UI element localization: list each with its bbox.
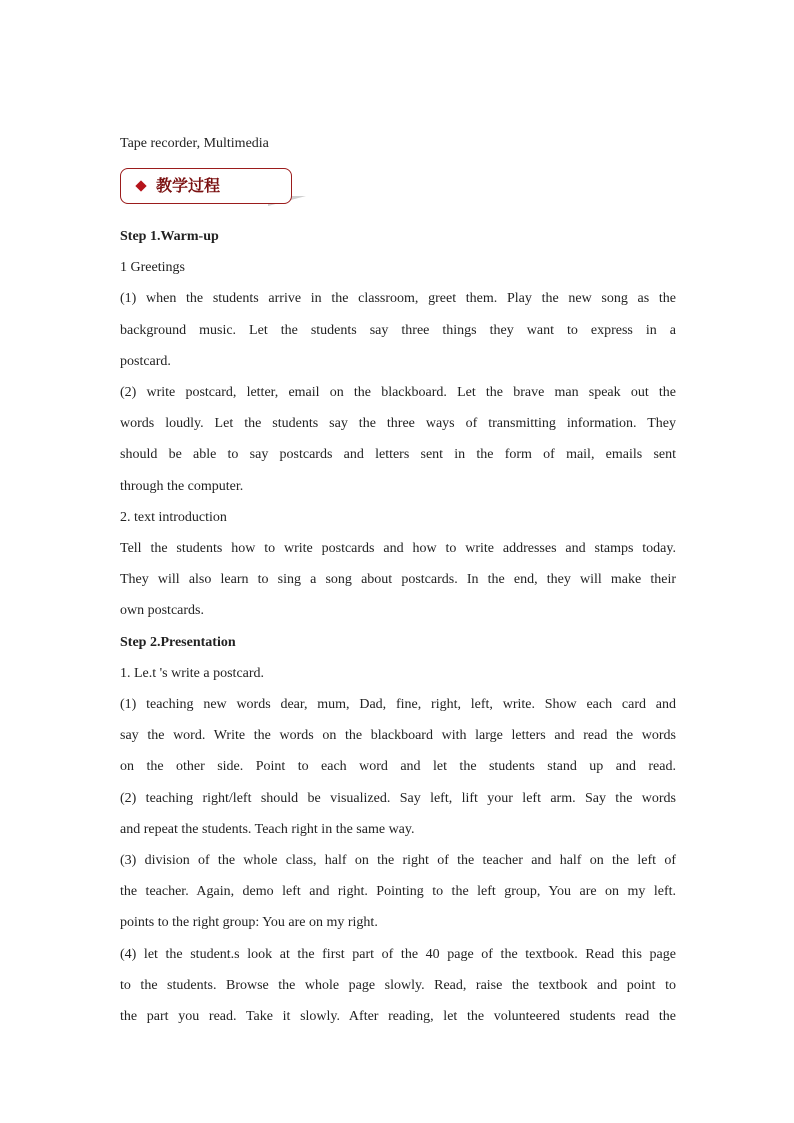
section-banner <box>120 168 294 206</box>
paragraph-line: (1) teaching new words dear, mum, Dad, fine, right, left, write. Show each card and <box>120 697 676 712</box>
paragraph-line: 2. text introduction <box>120 509 227 525</box>
paragraph-line: 1 Greetings <box>120 260 185 276</box>
banner-box <box>120 168 292 204</box>
paragraph-line: 1. Le.t 's write a postcard. <box>120 665 265 681</box>
paragraph-line: the teacher. Again, demo left and right. Pointing to the left group, You are on my left. <box>120 884 676 900</box>
step-heading: Step 2.Presentation <box>120 634 236 650</box>
paragraph-line: background music. Let the students say three things they want to express in a <box>120 322 676 338</box>
paragraph-line: and repeat the students. Teach right in the same way. <box>120 821 415 837</box>
paragraph-line: to the students. Browse the whole page slowly. Read, raise the textbook and point to <box>120 977 676 993</box>
paragraph-line: say the word. Write the words on the blackboard with large letters and read the words <box>120 728 676 744</box>
paragraph-line: through the computer. <box>120 478 244 494</box>
paragraph-line: (4) let the student.s look at the first part of the 40 page of the textbook. Read this page <box>120 946 676 962</box>
diamond-bullet-icon <box>135 180 146 191</box>
paragraph-line: words loudly. Let the students say the three ways of transmitting information. They <box>120 416 676 432</box>
paragraph-line: (3) division of the whole class, half on the right of the teacher and half on the left of <box>120 853 676 868</box>
paragraph-line: Tell the students how to write postcards and how to write addresses and stamps today. <box>120 541 676 556</box>
paragraph-line: should be able to say postcards and letters sent in the form of mail, emails sent <box>120 447 676 463</box>
paragraph-line: (1) when the students arrive in the classroom, greet them. Play the new song as the <box>120 291 676 307</box>
paragraph-line: points to the right group: You are on my right. <box>120 915 378 931</box>
paragraph-line: They will also learn to sing a song about postcards. In the end, they will make their <box>120 572 676 588</box>
paragraph-line: postcard. <box>120 353 171 369</box>
paragraph-line: (2) teaching right/left should be visualized. Say left, lift your left arm. Say the words <box>120 790 676 806</box>
paragraph-line: (2) write postcard, letter, email on the blackboard. Let the brave man speak out the <box>120 385 676 400</box>
step-heading: Step 1.Warm-up <box>120 229 219 244</box>
paragraph-line: the part you read. Take it slowly. After reading, let the volunteered students read the <box>120 1009 676 1024</box>
section-heading: 教学过程 <box>156 176 221 195</box>
materials-text: Tape recorder, Multimedia <box>120 136 269 151</box>
paragraph-line: own postcards. <box>120 603 204 619</box>
paragraph-line: on the other side. Point to each word and let the students stand up and read. <box>120 759 676 775</box>
